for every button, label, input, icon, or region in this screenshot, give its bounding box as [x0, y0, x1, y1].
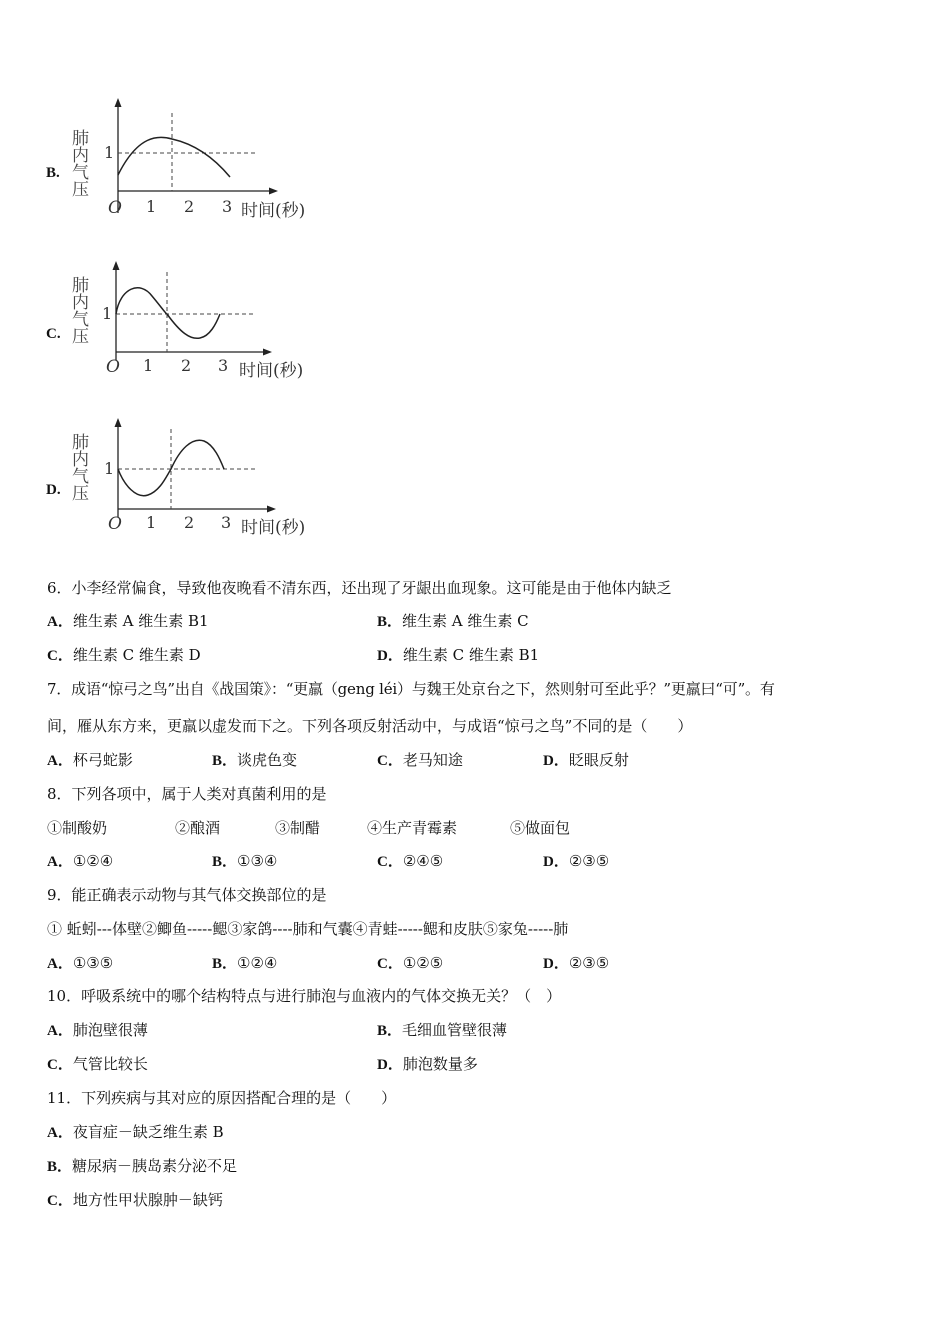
x-axis-arrow [263, 349, 272, 356]
x-axis-label: 时间(秒) [239, 361, 304, 381]
q6-option-d[interactable] [377, 645, 539, 666]
y-axis-arrow [113, 261, 120, 270]
option-label: A． [47, 1023, 73, 1039]
graph-option-d [40, 415, 340, 555]
graph-option-label: B. [46, 165, 60, 181]
q8-option-d[interactable] [543, 851, 609, 872]
option-label: D． [543, 956, 569, 972]
option-text: 老马知途 [402, 751, 463, 769]
q11-option-c[interactable] [47, 1190, 223, 1211]
option-text: 维生素 A 维生素 B1 [72, 612, 209, 630]
q9-option-b[interactable] [212, 953, 277, 974]
q8-item: ⑤做面包 [510, 819, 571, 837]
option-text: 眨眼反射 [568, 751, 629, 769]
option-label: C． [377, 956, 403, 972]
option-label: B． [212, 956, 238, 972]
q10-option-c[interactable] [47, 1054, 148, 1075]
option-text: 杯弓蛇影 [72, 751, 133, 769]
option-label: B． [212, 854, 238, 870]
graph-option-c [40, 258, 340, 398]
q7-option-a[interactable] [47, 750, 133, 771]
option-label: A． [47, 956, 73, 972]
option-label: C． [47, 1193, 73, 1209]
x-axis-arrow [269, 188, 278, 195]
option-text: 气管比较长 [72, 1055, 148, 1073]
option-label: C． [377, 854, 403, 870]
question-9-stem: 9．能正确表示动物与其气体交换部位的是 [47, 886, 327, 904]
option-text: ②④⑤ [402, 852, 444, 870]
q7-option-d[interactable] [543, 750, 629, 771]
option-label: A． [47, 854, 73, 870]
q10-option-d[interactable] [377, 1054, 478, 1075]
graph-option-label: D. [46, 482, 61, 498]
y-axis-arrow [115, 418, 122, 427]
option-text: ②③⑤ [568, 954, 610, 972]
question-8-stem: 8．下列各项中，属于人类对真菌利用的是 [47, 785, 327, 803]
pressure-graph [40, 258, 340, 398]
y-tick: 1 [104, 143, 115, 162]
x-tick-3: 3 [222, 197, 233, 216]
q9-items: ① 蚯蚓---体壁②鲫鱼-----鳃③家鸽----肺和气囊④青蛙-----鳃和皮肤⑤家兔-----肺 [47, 920, 569, 938]
y-axis-arrow [115, 98, 122, 107]
option-label: B． [377, 1023, 403, 1039]
option-text: 地方性甲状腺肿－缺钙 [72, 1191, 223, 1209]
option-text: ①③④ [237, 852, 278, 870]
x-tick-1: 1 [146, 197, 157, 216]
x-tick-3: 3 [221, 513, 232, 532]
option-text: ①②⑤ [402, 954, 444, 972]
x-tick-2: 2 [184, 513, 195, 532]
option-text: 肺泡数量多 [402, 1055, 478, 1073]
x-tick-2: 2 [184, 197, 195, 216]
question-11-stem: 11．下列疾病与其对应的原因搭配合理的是（ ） [47, 1089, 397, 1107]
y-axis-label: 肺内气压 [68, 433, 88, 501]
question-7-stem-line2: 间，雁从东方来，更羸以虚发而下之。下列各项反射活动中，与成语“惊弓之鸟”不同的是（ ） [47, 717, 693, 735]
q10-option-a[interactable] [47, 1020, 148, 1041]
q7-option-b[interactable] [212, 750, 297, 771]
option-label: C． [47, 1057, 73, 1073]
pressure-graph [40, 95, 340, 235]
option-text: 肺泡壁很薄 [72, 1021, 148, 1039]
origin-label: O [108, 198, 122, 218]
graph-option-b [40, 95, 340, 235]
option-label: A． [47, 753, 73, 769]
option-label: B． [47, 1159, 73, 1175]
pressure-curve [116, 288, 220, 339]
y-tick: 1 [102, 304, 113, 323]
pressure-graph [40, 415, 340, 555]
q6-option-a[interactable] [47, 611, 209, 632]
q11-option-b[interactable] [47, 1156, 237, 1177]
x-axis-label: 时间(秒) [241, 518, 306, 538]
x-tick-1: 1 [143, 356, 154, 375]
q6-option-c[interactable] [47, 645, 201, 666]
q8-item: ①制酸奶 [47, 819, 108, 837]
option-text: ①②④ [237, 954, 278, 972]
question-7-stem-line1: 7．成语“惊弓之鸟”出自《战国策》：“更羸（geng léi）与魏王处京台之下，然则射可至此乎？”更羸曰“可”。有 [47, 680, 775, 698]
option-label: B． [377, 614, 403, 630]
option-text: 糖尿病－胰岛素分泌不足 [72, 1157, 238, 1175]
question-10-stem: 10．呼吸系统中的哪个结构特点与进行肺泡与血液内的气体交换无关？（ ） [47, 987, 562, 1005]
x-tick-1: 1 [146, 513, 157, 532]
q8-item: ④生产青霉素 [367, 819, 458, 837]
q7-option-c[interactable] [377, 750, 463, 771]
x-axis-arrow [267, 506, 276, 513]
q6-option-b[interactable] [377, 611, 529, 632]
q8-option-a[interactable] [47, 851, 113, 872]
q9-option-d[interactable] [543, 953, 609, 974]
option-label: A． [47, 1125, 73, 1141]
pressure-curve [118, 137, 230, 177]
q9-option-a[interactable] [47, 953, 113, 974]
y-tick: 1 [104, 459, 115, 478]
option-label: A． [47, 614, 73, 630]
option-label: B． [212, 753, 238, 769]
origin-label: O [108, 514, 122, 534]
option-label: D． [543, 753, 569, 769]
option-text: 维生素 C 维生素 B1 [402, 646, 540, 664]
option-text: 维生素 C 维生素 D [72, 646, 201, 664]
option-label: C． [47, 648, 73, 664]
option-label: D． [377, 648, 403, 664]
option-text: ①③⑤ [72, 954, 114, 972]
x-tick-2: 2 [181, 356, 192, 375]
option-text: ①②④ [72, 852, 114, 870]
q8-option-c[interactable] [377, 851, 443, 872]
graph-option-label: C. [46, 326, 61, 342]
x-tick-3: 3 [218, 356, 229, 375]
option-text: 维生素 A 维生素 C [402, 612, 529, 630]
y-axis-label: 肺内气压 [68, 276, 88, 344]
q8-item: ②酿酒 [175, 819, 221, 837]
option-label: D． [377, 1057, 403, 1073]
q10-option-b[interactable] [377, 1020, 507, 1041]
option-text: ②③⑤ [568, 852, 610, 870]
x-axis-label: 时间(秒) [241, 201, 306, 221]
q8-item: ③制醋 [275, 819, 321, 837]
option-text: 谈虎色变 [237, 751, 298, 769]
option-label: C． [377, 753, 403, 769]
q8-option-b[interactable] [212, 851, 277, 872]
option-label: D． [543, 854, 569, 870]
q9-option-c[interactable] [377, 953, 443, 974]
question-6-stem: 6．小李经常偏食，导致他夜晚看不清东西，还出现了牙龈出血现象。这可能是由于他体内缺乏 [47, 579, 672, 597]
option-text: 夜盲症－缺乏维生素 B [72, 1123, 224, 1141]
y-axis-label: 肺内气压 [68, 129, 88, 197]
option-text: 毛细血管壁很薄 [402, 1021, 508, 1039]
origin-label: O [106, 357, 120, 377]
q11-option-a[interactable] [47, 1122, 224, 1143]
